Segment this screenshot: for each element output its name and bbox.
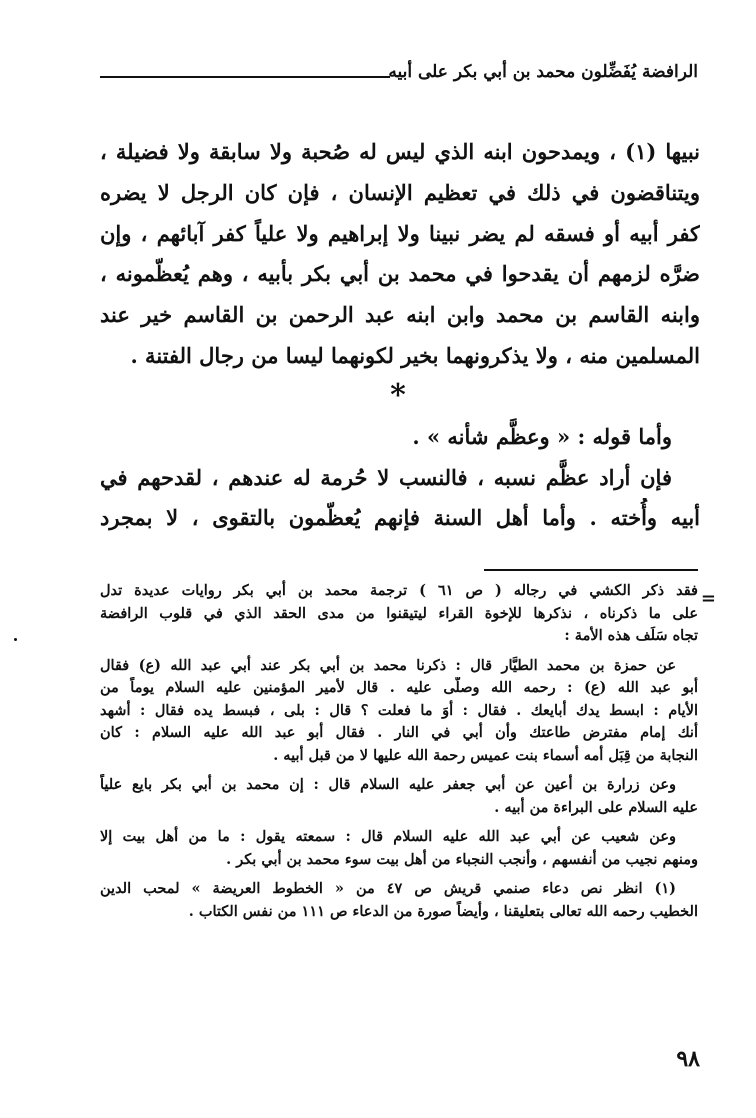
footnote-rule: [484, 569, 698, 571]
text-line: كفر أبيه أو فسقه لم يضر نبينا ولا إبراهيم ولا علياً كفر آبائهم ، وإن: [100, 220, 700, 246]
running-header: [100, 62, 698, 92]
footnote-line: (١) انظر نص دعاء صنمي قريش ص ٤٧ من « الخطوط العريضة » لمحب الدين: [100, 880, 676, 897]
text-line: فإن أراد عظَّم نسبه ، فالنسب لا حُرمة له عندهم ، لقدحهم في: [100, 464, 672, 490]
footnote-block-2: [100, 655, 698, 768]
header-rule: [100, 76, 390, 78]
text-line: نبيها (١) ، ويمدحون ابنه الذي ليس له صُحبة ولا سابقة ولا فضيلة ،: [100, 139, 700, 164]
text-line: وابنه القاسم بن محمد وابن ابنه عبد الرحمن بن القاسم خير عند: [100, 302, 700, 328]
footnote-line: الخطيب رحمه الله تعالى بتعليقنا ، وأيضاً صورة من الدعاء ص ١١١ من نفس الكتاب .: [188, 902, 698, 920]
text-line: المسلمين منه ، ولا يذكرونهما بخير لكونهما ليسا من رجال الفتنة .: [130, 342, 700, 368]
footnotes: [100, 580, 698, 923]
footnote-line: عن حمزة بن محمد الطيَّار قال : ذكرنا محمد بن أبي بكر عند أبي عبد الله (ع) فقال: [100, 656, 676, 674]
footnote-block-4: [100, 826, 698, 871]
footnote-line: ومنهم نجيب من أنفسهم ، وأنجب النجباء من أهل بيت سوء محمد بن أبي بكر .: [226, 850, 698, 868]
footnote-line: تجاه سَلَف هذه الأمة :: [564, 627, 698, 644]
footnote-block-3: [100, 774, 698, 819]
footnote-block-1: [100, 580, 698, 648]
text-line: أبيه وأُخته . وأما أهل السنة فإنهم يُعظّمون بالتقوى ، لا بمجرد: [100, 505, 700, 531]
footnote-line: الأيام : ابسط يدك أبايعك . فقال : أوَ ما فعلت ؟ قال : بلى ، فبسط يده فقال : أشهد: [100, 701, 698, 719]
footnote-line: وعن شعيب عن أبي عبد الله عليه السلام قال : سمعته يقول : ما من أهل بيت إلا: [100, 828, 676, 845]
footnote-line: أبو عبد الله (ع) : رحمه الله وصلّى عليه . قال لأمير المؤمنين عليه السلام يوماً من: [100, 679, 698, 696]
continuation-marker: =: [700, 588, 716, 609]
header-title: الرافضة يُفَضِّلون محمد بن أبي بكر على أبيه: [388, 62, 698, 82]
section-separator-star: *: [390, 378, 406, 413]
text-line: وأما قوله : « وعظَّم شأنه » .: [412, 423, 672, 449]
footnote-line: النجابة من قِبَل أمه أسماء بنت عميس رحمة الله عليها لا من قبل أبيه .: [273, 746, 698, 764]
text-line: ضرَّه لزمهم أن يقدحوا في محمد بن أبي بكر بأبيه ، وهم يُعظّمونه ،: [100, 261, 700, 287]
footnote-line: وعن زرارة بن أعين عن أبي جعفر عليه السلام قال : إن محمد بن أبي بكر بايع علياً: [100, 776, 676, 793]
paragraph-3: [100, 458, 700, 540]
page-number: ٩٨: [676, 1046, 700, 1072]
footnote-line: عليه السلام على البراءة من أبيه .: [494, 798, 698, 816]
paragraph-2: [100, 417, 700, 458]
text-line: ويتناقضون في ذلك في تعظيم الإنسان ، فإن كان الرجل لا يضره: [100, 179, 700, 205]
footnote-block-5: [100, 878, 698, 923]
margin-mark: [14, 638, 17, 641]
footnote-line: على ما ذكرناه ، نذكرها للإخوة القراء ليتيقنوا من مدى الحقد الذي في قلوب الرافضة: [100, 604, 698, 622]
footnote-line: أنك إمام مفترض طاعتك وأن أبي في النار . فقال أبو عبد الله عليه السلام : كان: [100, 724, 698, 741]
paragraph-1: [100, 132, 700, 377]
footnote-line: فقد ذكر الكشي في رجاله ( ص ٦١ ) ترجمة محمد بن أبي بكر روايات عديدة تدل: [100, 582, 698, 599]
main-text: [100, 132, 700, 539]
